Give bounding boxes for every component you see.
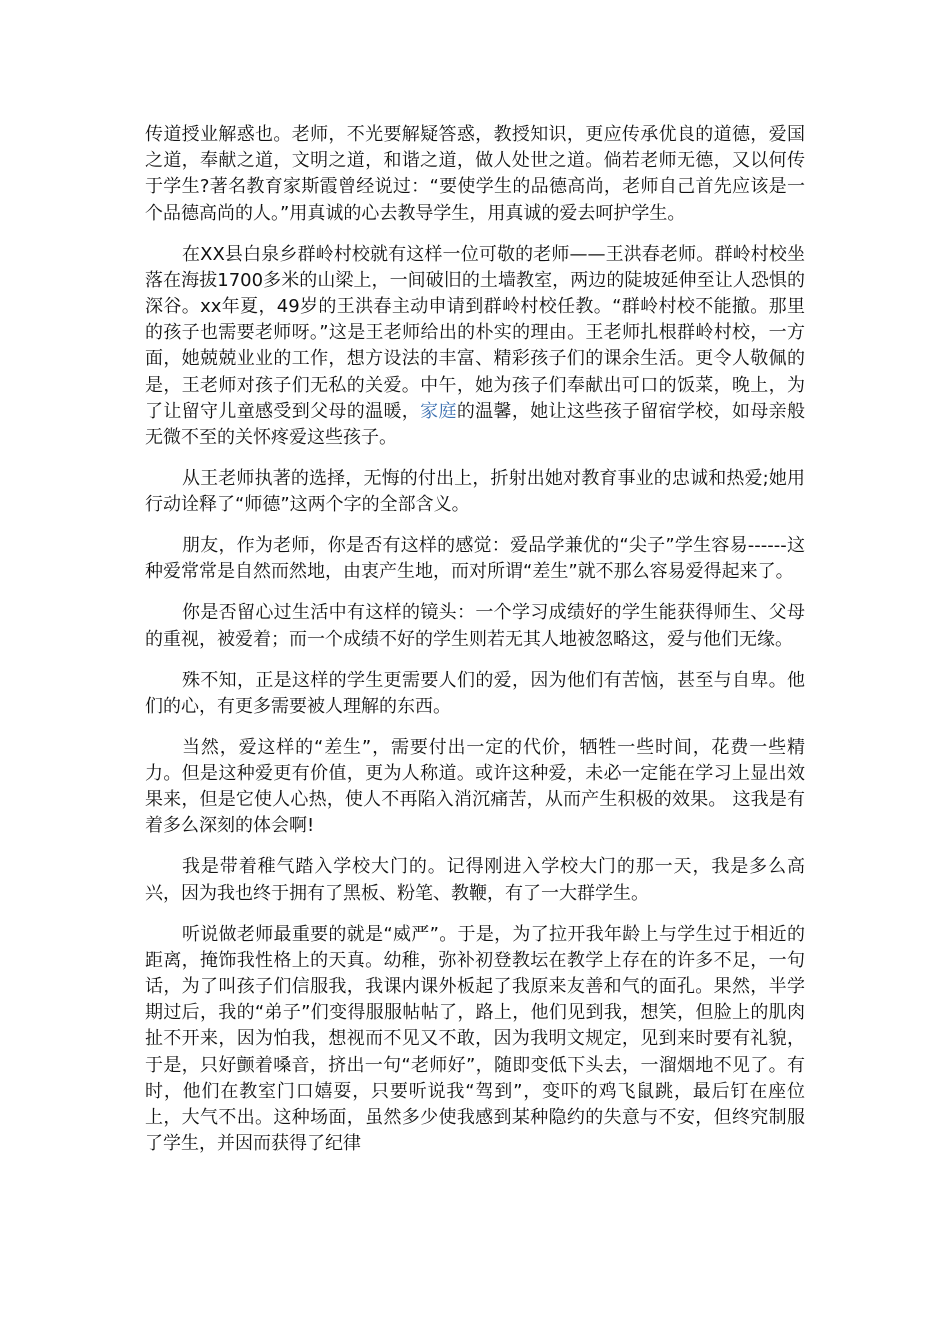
paragraph-2-text-start: 在XX县白泉乡群岭村校就有这样一位可敬的老师——王洪春老师。群岭村校坐落在海拔1700多米的山梁上，一间破旧的土墙教室，两边的陡坡延伸至让人恐惧的深谷。xx年夏，49岁的王洪春主动申请到群岭村校任教。“群岭村校不能撤。那里的孩子也需要老师呀。”这是王老师给出的朴实的理由。王老师扎根群岭村校，一方面，她兢兢业业的工作，想方设法的丰富、精彩孩子们的课余生活。更令人敬佩的是，王老师对孩子们无私的关爱。中午，她为孩子们奉献出可口的饭菜，晚上，为了让留守儿童感受到父母的温暖， [145,243,805,422]
document-body [145,122,805,1172]
paragraph-4: 朋友，作为老师，你是否有这样的感觉：爱品学兼优的“尖子”学生容易------这种爱常常是自然而然地，由衷产生地，而对所谓“差生”就不那么容易爱得起来了。 [145,535,805,583]
paragraph-1: 传道授业解惑也。老师，不光要解疑答惑，教授知识，更应传承优良的道德，爱国之道，奉献之道，文明之道，和谐之道，做人处世之道。倘若老师无德，又以何传于学生?著名教育家斯霞曾经说过：“要使学生的品德高尚，老师自己首先应该是一个品德高尚的人。”用真诚的心去教导学生，用真诚的爱去呵护学生。 [145,124,805,224]
paragraph-6: 殊不知，正是这样的学生更需要人们的爱，因为他们有苦恼，甚至与自卑。他们的心，有更多需要被人理解的东西。 [145,669,805,717]
paragraph-3: 从王老师执著的选择，无悔的付出上，折射出她对教育事业的忠诚和热爱;她用行动诠释了“师德”这两个字的全部含义。 [145,468,805,516]
paragraph-5: 你是否留心过生活中有这样的镜头：一个学习成绩好的学生能获得师生、父母的重视，被爱着；而一个成绩不好的学生则若无其人地被忽略这，爱与他们无缘。 [145,602,805,650]
paragraph-9: 听说做老师最重要的就是“威严”。于是，为了拉开我年龄上与学生过于相近的距离，掩饰我性格上的天真。幼稚，弥补初登教坛在教学上存在的许多不足，一句话，为了叫孩子们信服我，我课内课外板起了我原来友善和气的面孔。果然，半学期过后，我的“弟子”们变得服服帖帖了，路上，他们见到我，想笑，但脸上的肌肉扯不开来，因为怕我，想视而不见又不敢，因为我明文规定，见到来时要有礼貌，于是，只好颤着嗓音，挤出一句“老师好”，随即变低下头去，一溜烟地不见了。有时，他们在教室门口嬉耍，只要听说我“驾到”，变吓的鸡飞鼠跳，最后钉在座位上，大气不出。这种场面，虽然多少使我感到某种隐约的失意与不安，但终究制服了学生，并因而获得了纪律 [145,923,805,1155]
paragraph-8: 我是带着稚气踏入学校大门的。记得刚进入学校大门的那一天，我是多么高兴，因为我也终于拥有了黑板、粉笔、教鞭，有了一大群学生。 [145,856,805,904]
paragraph-2 [145,242,805,452]
paragraph-7: 当然，爱这样的“差生”，需要付出一定的代价，牺牲一些时间，花费一些精力。但是这种爱更有价值，更为人称道。或许这种爱，未必一定能在学习上显出效果来，但是它使人心热，使人不再陷入消沉痛苦，从而产生积极的效果。 这我是有着多么深刻的体会啊! [145,736,805,837]
family-link[interactable]: 家庭 [420,400,457,422]
paragraph-2-text-end: 的温馨，她让这些孩子留宿学校，如母亲般无微不至的关怀疼爱这些孩子。 [145,400,806,449]
